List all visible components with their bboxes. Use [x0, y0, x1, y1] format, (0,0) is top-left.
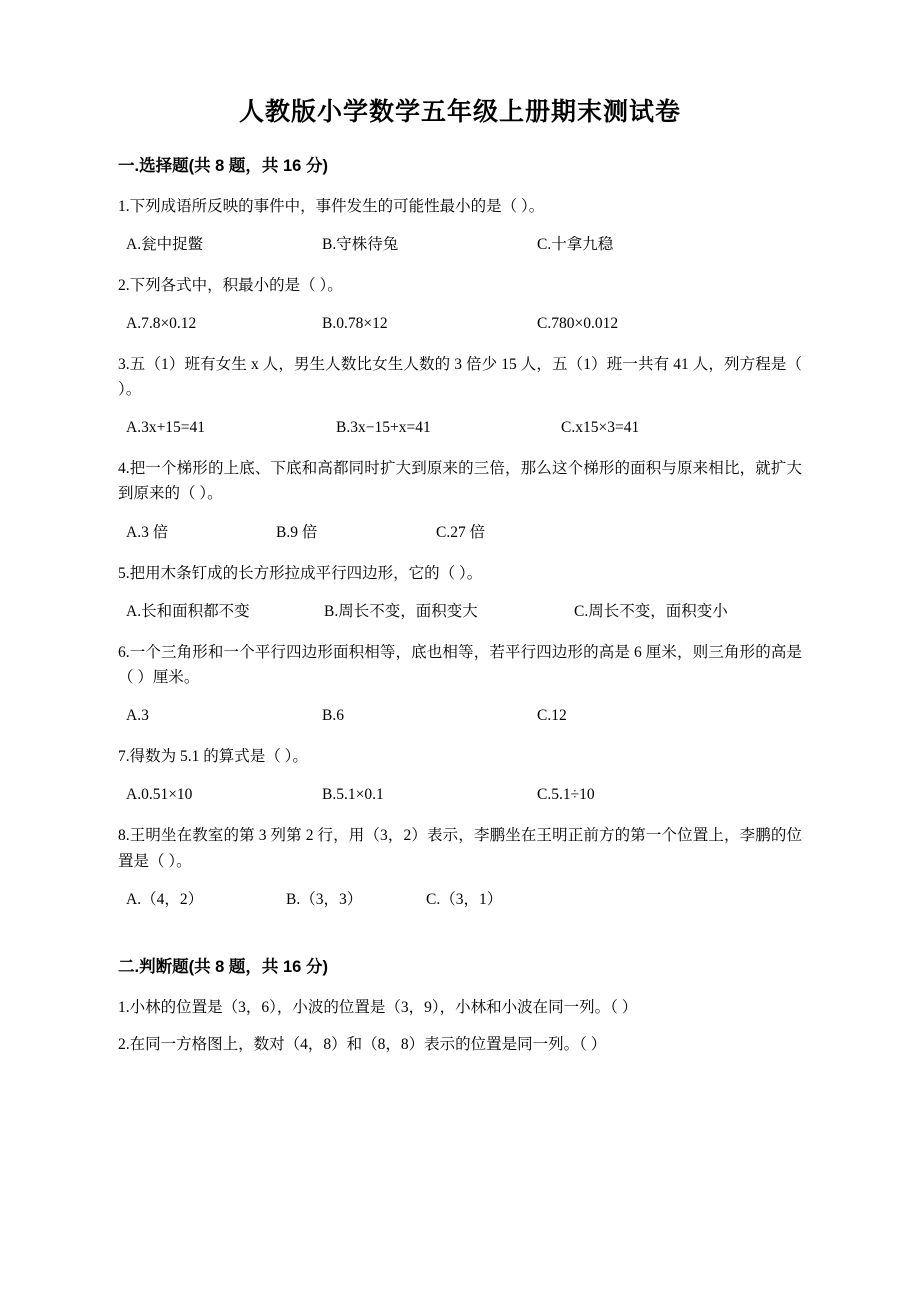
question-options [118, 782, 802, 807]
question-stem: 7.得数为 5.1 的算式是（ ）。 [118, 748, 308, 766]
question-options [118, 415, 802, 440]
option-b[interactable]: B.5.1×0.1 [322, 786, 384, 804]
question-stem: 6.一个三角形和一个平行四边形面积相等，底也相等，若平行四边形的高是 6 厘米，则三角形的高是（ ）厘米。 [118, 643, 802, 687]
section-heading-truefalse: 二.判断题(共 8 题，共 16 分) [118, 957, 328, 976]
option-c[interactable]: C.十拿九稳 [537, 235, 614, 253]
option-c[interactable]: C.12 [537, 707, 567, 725]
option-c[interactable]: C.x15×3=41 [561, 419, 640, 437]
section-spacer [118, 928, 802, 934]
option-c[interactable]: C.5.1÷10 [537, 786, 595, 804]
question-options [118, 599, 802, 624]
question-options [118, 703, 802, 728]
question-stem: 2.下列各式中，积最小的是（ ）。 [118, 276, 343, 294]
option-c[interactable]: C.（3，1） [426, 890, 503, 908]
section-heading-choice: 一.选择题(共 8 题，共 16 分) [118, 156, 328, 175]
option-a[interactable]: A.3 [126, 707, 149, 725]
question-options [118, 232, 802, 257]
option-a[interactable]: A.3 倍 [126, 523, 169, 541]
option-b[interactable]: B.3x−15+x=41 [336, 419, 431, 437]
question-stem: 3.五（1）班有女生 x 人，男生人数比女生人数的 3 倍少 15 人，五（1）班一共有 41 人，列方程是（ ）。 [118, 356, 802, 399]
question-stem: 5.把用木条钉成的长方形拉成平行四边形，它的（ ）。 [118, 564, 483, 582]
option-b[interactable]: B.周长不变，面积变大 [324, 602, 478, 620]
option-a[interactable]: A.3x+15=41 [126, 419, 206, 437]
option-b[interactable]: B.9 倍 [276, 523, 318, 541]
option-b[interactable]: B.0.78×12 [322, 314, 388, 332]
option-b[interactable]: B.6 [322, 707, 344, 725]
option-a[interactable]: A.（4，2） [126, 890, 204, 908]
question-stem: 4.把一个梯形的上底、下底和高都同时扩大到原来的三倍，那么这个梯形的面积与原来相比，就扩大到原来的（ ）。 [118, 460, 802, 503]
question-stem: 8.王明坐在教室的第 3 列第 2 行，用（3，2）表示，李鹏坐在王明正前方的第一个位置上，李鹏的位置是（ ）。 [118, 827, 802, 870]
question-options [118, 520, 802, 545]
truefalse-item: 2.在同一方格图上，数对（4，8）和（8，8）表示的位置是同一列。（ ） [118, 1035, 607, 1053]
option-c[interactable]: C.780×0.012 [537, 314, 619, 332]
page-title: 人教版小学数学五年级上册期末测试卷 [238, 98, 681, 126]
option-c[interactable]: C.周长不变，面积变小 [574, 602, 728, 620]
option-b[interactable]: B.守株待兔 [322, 235, 399, 253]
option-a[interactable]: A.瓮中捉鳖 [126, 235, 204, 253]
truefalse-item: 1.小林的位置是（3，6），小波的位置是（3，9），小林和小波在同一列。（ ） [118, 998, 638, 1016]
option-a[interactable]: A.7.8×0.12 [126, 314, 197, 332]
option-a[interactable]: A.长和面积都不变 [126, 602, 250, 620]
option-a[interactable]: A.0.51×10 [126, 786, 193, 804]
question-options [118, 311, 802, 336]
question-options [118, 887, 802, 912]
option-b[interactable]: B.（3，3） [286, 890, 363, 908]
option-c[interactable]: C.27 倍 [436, 523, 486, 541]
question-stem: 1.下列成语所反映的事件中，事件发生的可能性最小的是（ ）。 [118, 197, 545, 215]
